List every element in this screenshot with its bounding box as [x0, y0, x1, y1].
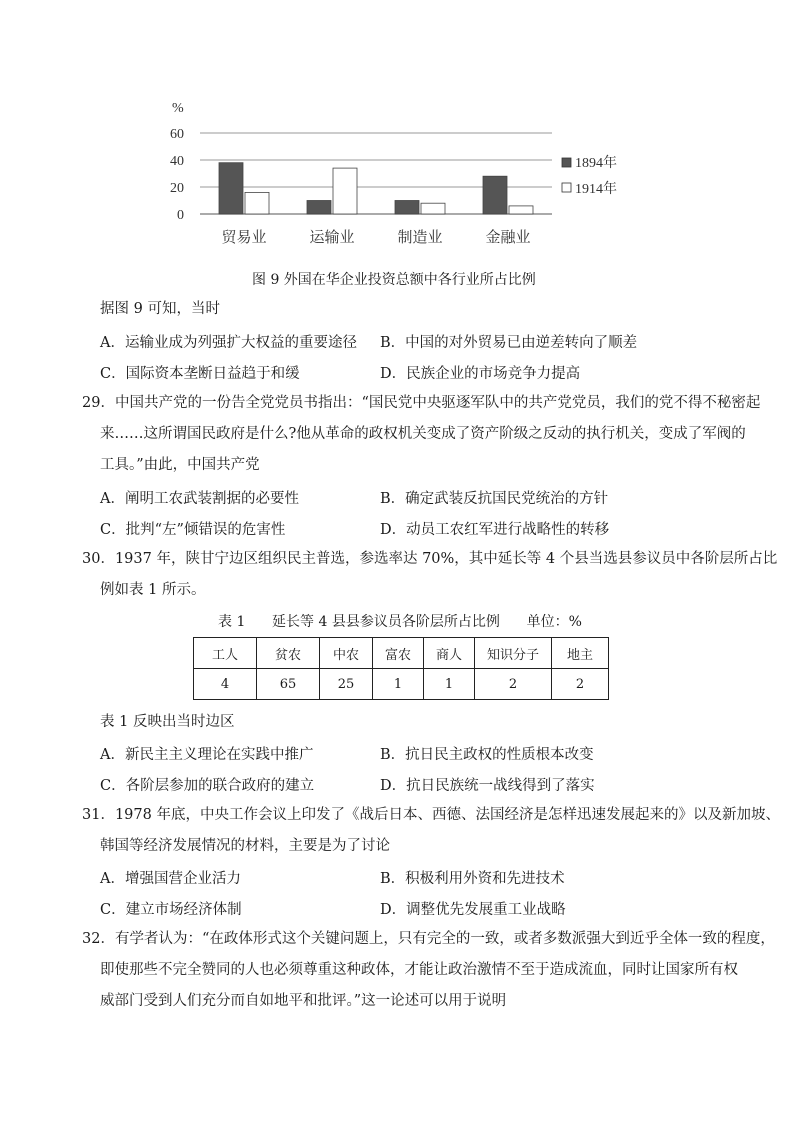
- q31-option-b: B．积极利用外资和先进技术: [380, 871, 565, 887]
- y-tick-label: 40: [170, 154, 184, 169]
- table-row: [194, 669, 609, 700]
- table-header-cell: 贫农: [257, 638, 320, 669]
- q30-line-1: 30．1937 年，陕甘宁边区组织民主普选，参选率达 70%，其中延长等 4 个县当选县参议员中各阶层所占比: [82, 551, 778, 567]
- legend-label-1914: 1914年: [575, 182, 617, 197]
- q31-line-2: 韩国等经济发展情况的材料，主要是为了讨论: [100, 838, 390, 854]
- x-tick-label: 运输业: [309, 230, 355, 246]
- table-header-cell: 商人: [424, 638, 475, 669]
- q29-option-d: D．动员工农红军进行战略性的转移: [380, 522, 610, 538]
- q30-option-a: A．新民主主义理论在实践中推广: [100, 747, 314, 763]
- q29-line-2: 来……这所谓国民政府是什么?他从革命的政权机关变成了资产阶级之反动的执行机关，变成了军阀的: [100, 426, 746, 442]
- q30-option-d: D．抗日民族统一战线得到了落实: [380, 778, 595, 794]
- bar-1914: [333, 168, 357, 214]
- table-cell: 1: [373, 669, 424, 700]
- q32-line-3: 威部门受到人们充分而自如地平和批评。”这一论述可以用于说明: [100, 993, 507, 1009]
- q29-line-3: 工具。”由此，中国共产党: [100, 457, 260, 473]
- bar-1894: [483, 176, 507, 214]
- legend-swatch-1894: [562, 158, 571, 167]
- bar-1914: [245, 192, 269, 214]
- table-cell: 2: [475, 669, 552, 700]
- y-unit-label: %: [172, 101, 184, 116]
- q31-option-d: D．调整优先发展重工业战略: [380, 902, 566, 918]
- figure-caption: 图 9 外国在华企业投资总额中各行业所占比例: [252, 272, 536, 288]
- y-tick-label: 20: [170, 181, 184, 196]
- x-axis-labels: [221, 229, 530, 246]
- table-title: 表 1 延长等 4 县县参议员各阶层所占比例 单位：%: [218, 614, 582, 630]
- q29-option-b: B．确定武装反抗国民党统治的方针: [380, 491, 609, 507]
- y-tick-label: 0: [177, 208, 184, 223]
- table-header-row: [194, 638, 609, 669]
- q30-line-2: 例如表 1 所示。: [100, 582, 206, 598]
- q30-after-table: 表 1 反映出当时边区: [100, 714, 235, 730]
- x-tick-label: 金融业: [485, 230, 531, 246]
- data-table: [193, 637, 609, 700]
- bar-1914: [509, 206, 533, 214]
- q30-option-c: C．各阶层参加的联合政府的建立: [100, 778, 315, 794]
- table-cell: 4: [194, 669, 257, 700]
- y-tick-label: 60: [170, 127, 184, 142]
- x-tick-label: 贸易业: [221, 230, 267, 246]
- legend-swatch-1914: [562, 183, 571, 192]
- table-cell: 25: [320, 669, 373, 700]
- bar-chart: [160, 98, 630, 258]
- table-cell: 2: [552, 669, 609, 700]
- q31-option-a: A．增强国营企业活力: [100, 871, 241, 887]
- bar-1914: [421, 203, 445, 214]
- q30-option-b: B．抗日民主政权的性质根本改变: [380, 747, 594, 763]
- x-tick-label: 制造业: [397, 230, 443, 246]
- q31-line-1: 31．1978 年底，中央工作会议上印发了《战后日本、西德、法国经济是怎样迅速发展起来的》以及新加坡、: [82, 807, 780, 823]
- q31-option-c: C．建立市场经济体制: [100, 902, 242, 918]
- q32-line-2: 即使那些不完全赞同的人也必须尊重这种政体，才能让政治激情不至于造成流血，同时让国家所有权: [100, 962, 738, 978]
- q29-option-c: C．批判“左”倾错误的危害性: [100, 522, 286, 538]
- table-header-cell: 富农: [373, 638, 424, 669]
- table-cell: 65: [257, 669, 320, 700]
- q28-option-b: B．中国的对外贸易已由逆差转向了顺差: [380, 335, 638, 351]
- bar-1894: [219, 163, 243, 214]
- q28-option-d: D．民族企业的市场竞争力提高: [380, 366, 581, 382]
- y-axis: [170, 101, 184, 223]
- table-header-cell: 中农: [320, 638, 373, 669]
- table-cell: 1: [424, 669, 475, 700]
- table-header-cell: 地主: [552, 638, 609, 669]
- legend-label-1894: 1894年: [575, 156, 617, 171]
- q29-option-a: A．阐明工农武装割据的必要性: [100, 491, 299, 507]
- q28-option-c: C．国际资本垄断日益趋于和缓: [100, 366, 300, 382]
- q32-line-1: 32．有学者认为：“在政体形式这个关键问题上，只有完全的一致，或者多数派强大到近乎全体一致的程度，: [82, 931, 775, 947]
- bar-1894: [307, 201, 331, 215]
- bar-1894: [395, 201, 419, 215]
- q29-line-1: 29．中国共产党的一份告全党党员书指出：“国民党中央驱逐军队中的共产党党员，我们的党不得不秘密起: [82, 395, 761, 411]
- bars: [219, 163, 533, 214]
- q28-option-a: A．运输业成为列强扩大权益的重要途径: [100, 335, 357, 351]
- q28-stem: 据图 9 可知，当时: [100, 301, 220, 317]
- table-header-cell: 工人: [194, 638, 257, 669]
- legend: [562, 154, 617, 197]
- table-header-cell: 知识分子: [475, 638, 552, 669]
